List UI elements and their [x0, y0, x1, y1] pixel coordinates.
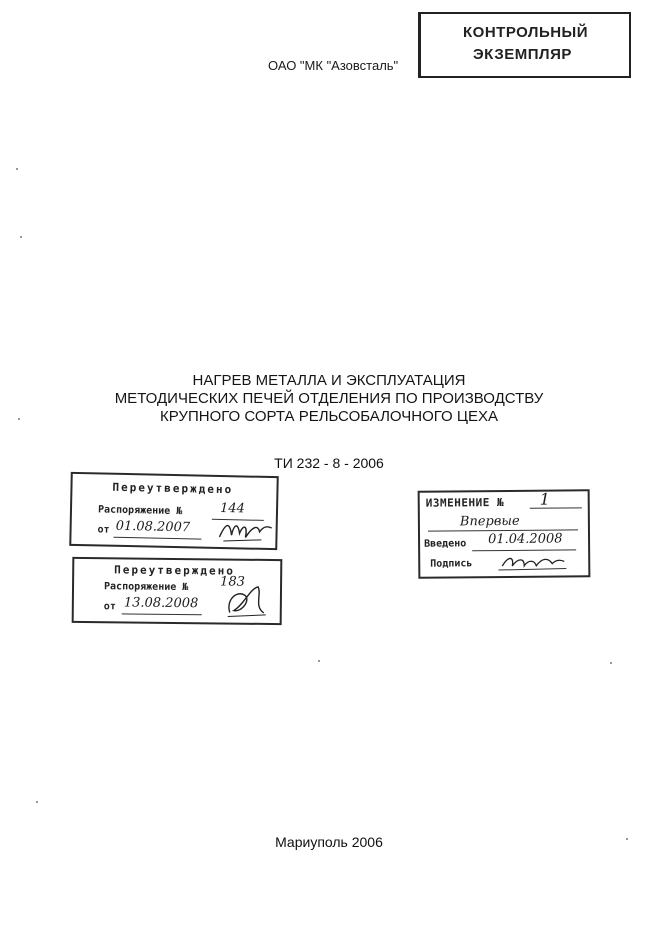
stamp-heading: Переутверждено — [112, 480, 234, 497]
organization-name: ОАО "МК "Азовсталь" — [268, 58, 399, 73]
scan-speck — [36, 801, 38, 803]
signature-icon — [217, 517, 274, 546]
title-line-2: МЕТОДИЧЕСКИХ ПЕЧЕЙ ОТДЕЛЕНИЯ ПО ПРОИЗВОДСТВУ — [114, 390, 544, 407]
change-note: Впервые — [459, 513, 520, 530]
order-date-underline — [113, 537, 201, 540]
introduced-label: Введено — [424, 538, 467, 550]
order-date: 13.08.2008 — [123, 595, 199, 612]
change-heading: ИЗМЕНЕНИЕ № — [425, 495, 505, 510]
control-copy-stamp — [418, 12, 631, 78]
title-line-1: НАГРЕВ МЕТАЛЛА И ЭКСПЛУАТАЦИЯ — [192, 372, 466, 389]
control-stamp-line2: ЭКЗЕМПЛЯР — [473, 46, 572, 63]
order-label: Распоряжение № — [103, 581, 189, 594]
reapproval-stamp-2 — [72, 557, 283, 625]
date-label: от — [103, 601, 116, 613]
city-year: Мариуполь 2006 — [275, 834, 383, 850]
reapproval-stamp-1 — [69, 472, 279, 550]
order-date: 01.08.2007 — [115, 518, 191, 536]
date-label: от — [97, 524, 110, 536]
order-date-underline — [122, 613, 202, 615]
change-number: 1 — [539, 489, 550, 509]
document-title — [0, 372, 658, 426]
scan-speck — [16, 168, 18, 170]
order-label: Распоряжение № — [97, 504, 183, 518]
change-stamp — [418, 489, 591, 578]
scan-speck — [626, 838, 628, 840]
scan-speck — [20, 236, 22, 238]
scan-speck — [610, 662, 612, 664]
stamp-heading: Переутверждено — [114, 563, 235, 578]
scan-speck — [318, 660, 320, 662]
order-number: 183 — [220, 574, 246, 590]
signature-icon — [224, 582, 270, 618]
control-stamp-line1: КОНТРОЛЬНЫЙ — [463, 24, 589, 41]
title-line-3: КРУПНОГО СОРТА РЕЛЬСОБАЛОЧНОГО ЦЕХА — [160, 408, 498, 425]
scan-speck — [18, 418, 20, 420]
signature-icon — [498, 551, 568, 574]
introduced-date: 01.04.2008 — [487, 531, 563, 548]
change-number-underline — [530, 507, 582, 508]
signature-label: Подпись — [430, 558, 473, 570]
order-number: 144 — [219, 500, 246, 517]
document-number: ТИ 232 - 8 - 2006 — [274, 455, 384, 471]
